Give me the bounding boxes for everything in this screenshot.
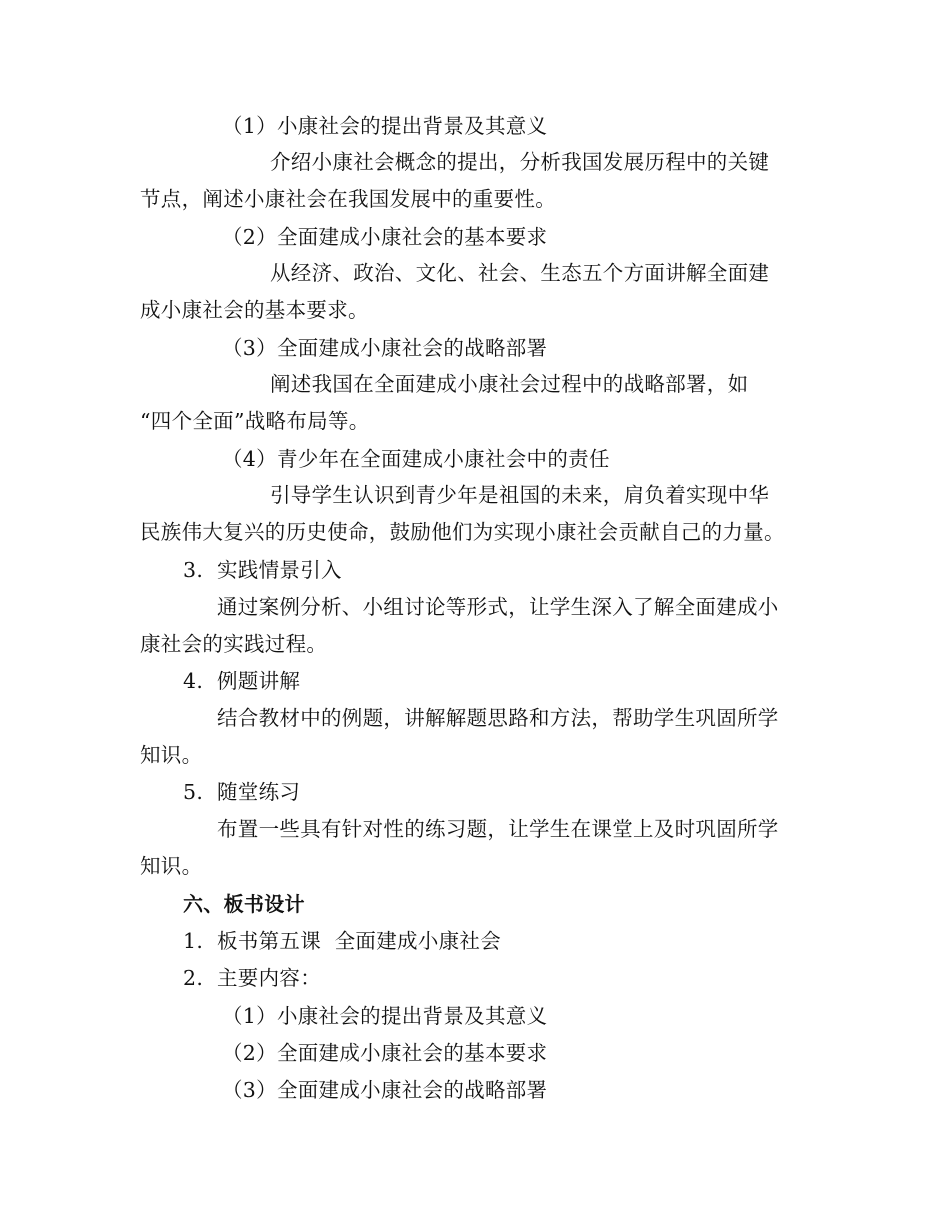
- list-item-4: [183, 667, 300, 695]
- paragraph-line: 介绍小康社会概念的提出，分析我国发展历程中的关键: [270, 150, 770, 174]
- paragraph-line: 通过案例分析、小组讨论等形式，让学生深入了解全面建成小: [217, 595, 779, 619]
- paragraph-line: 从经济、政治、文化、社会、生态五个方面讲解全面建: [270, 261, 770, 285]
- board-content-item-3: （3）全面建成小康社会的战略部署: [222, 1078, 548, 1102]
- paragraph-line: 引导学生认识到青少年是祖国的未来，肩负着实现中华: [270, 483, 770, 507]
- paragraph-line: 知识。: [140, 854, 203, 878]
- paragraph-line: 结合教材中的例题，讲解解题思路和方法，帮助学生巩固所学: [217, 706, 779, 730]
- list-item-1: [183, 927, 501, 955]
- subsection-heading-4: （4）青少年在全面建成小康社会中的责任: [222, 447, 610, 471]
- list-item-2: [183, 964, 321, 992]
- list-item-label: 实践情景引入: [217, 558, 342, 582]
- section-heading-board-design: 六、板书设计: [183, 892, 305, 916]
- subsection-heading-1: （1）小康社会的提出背景及其意义: [222, 114, 548, 138]
- paragraph-line: 民族伟大复兴的历史使命，鼓励他们为实现小康社会贡献自己的力量。: [140, 520, 785, 544]
- paragraph-line: 阐述我国在全面建成小康社会过程中的战略部署，如: [270, 372, 749, 396]
- paragraph-line: 成小康社会的基本要求。: [140, 298, 369, 322]
- paragraph-line: “四个全面”战略布局等。: [140, 409, 370, 433]
- list-number: 3.: [183, 558, 204, 582]
- list-number: 1.: [183, 929, 204, 953]
- paragraph-line: 节点，阐述小康社会在我国发展中的重要性。: [140, 187, 556, 211]
- board-content-item-1: （1）小康社会的提出背景及其意义: [222, 1004, 548, 1028]
- paragraph-line: 布置一些具有针对性的练习题，让学生在课堂上及时巩固所学: [217, 817, 779, 841]
- list-number: 2.: [183, 966, 204, 990]
- paragraph-line: 康社会的实践过程。: [140, 632, 328, 656]
- list-number: 4.: [183, 669, 204, 693]
- board-content-item-2: （2）全面建成小康社会的基本要求: [222, 1041, 548, 1065]
- list-number: 5.: [183, 780, 204, 804]
- list-item-label: 随堂练习: [217, 780, 301, 804]
- list-item-label: 主要内容：: [217, 966, 321, 990]
- list-item-label: 板书第五课 全面建成小康社会: [217, 929, 502, 953]
- subsection-heading-3: （3）全面建成小康社会的战略部署: [222, 336, 548, 360]
- list-item-5: [183, 778, 300, 806]
- subsection-heading-2: （2）全面建成小康社会的基本要求: [222, 225, 548, 249]
- paragraph-line: 知识。: [140, 743, 203, 767]
- list-item-label: 例题讲解: [217, 669, 301, 693]
- list-item-3: [183, 556, 342, 584]
